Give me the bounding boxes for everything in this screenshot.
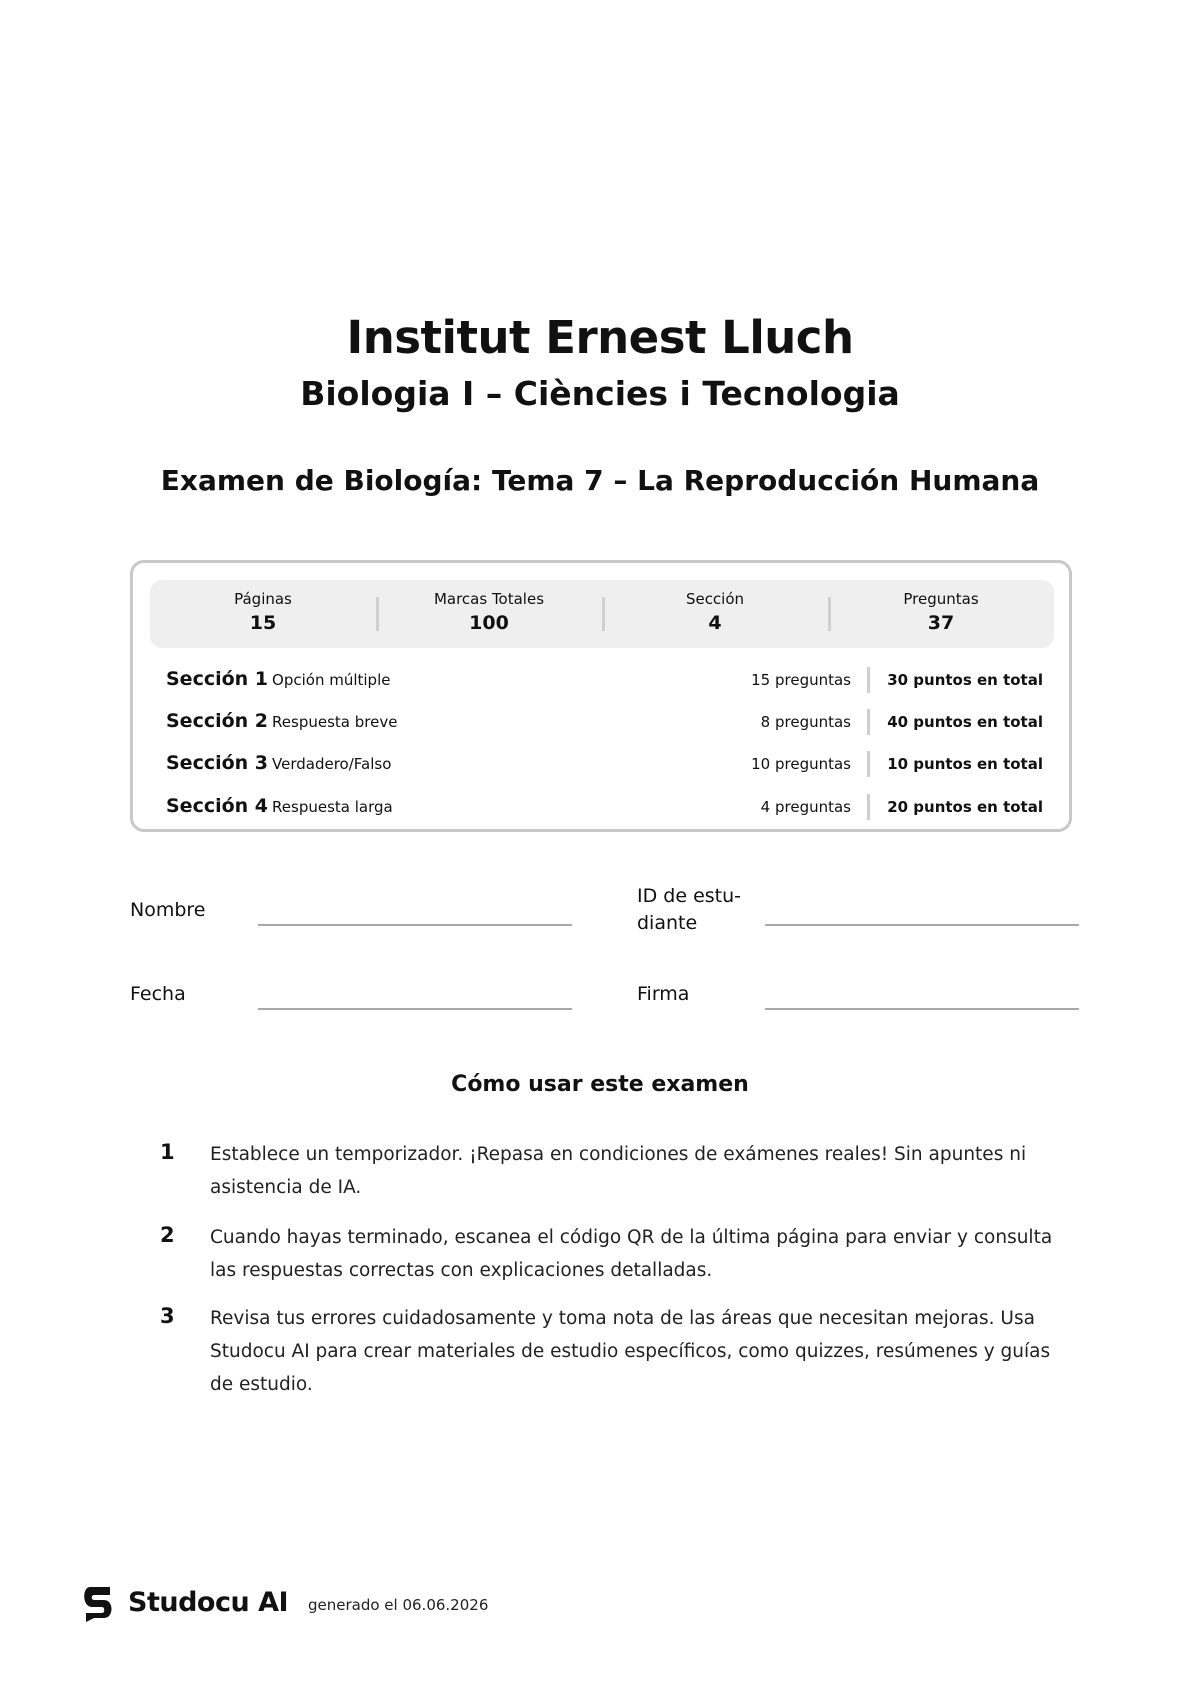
stat-questions [828, 580, 1054, 648]
section-name [166, 668, 390, 690]
studocu-logo-icon [80, 1585, 116, 1623]
section-type: Opción múltiple [272, 671, 391, 689]
section-questions: 10 preguntas [751, 755, 851, 773]
stat-label: Marcas Totales [433, 590, 545, 608]
step-text: Revisa tus errores cuidadosamente y toma nota de las áreas que necesitan mejoras. Usa Studocu AI para crear materiales de estudio específicos, como quizzes, resúmenes y guías de estudio. [210, 1308, 1051, 1395]
divider [867, 794, 870, 820]
student-id-label [637, 883, 741, 937]
section-row-2 [166, 708, 1043, 738]
signature-field[interactable] [765, 1008, 1079, 1010]
signature-label: Firma [637, 983, 690, 1005]
section-questions: 8 preguntas [760, 713, 851, 731]
section-title: Sección 3 [166, 752, 269, 774]
section-row-1 [166, 666, 1043, 696]
section-title: Sección 4 [166, 795, 269, 817]
institution-name: Institut Ernest Lluch [346, 311, 854, 364]
stats-bar [150, 580, 1054, 648]
step-number: 2 [160, 1223, 175, 1247]
howto-title: Cómo usar este examen [451, 1072, 749, 1097]
section-questions: 4 preguntas [760, 798, 851, 816]
exam-summary-box [130, 560, 1072, 832]
section-type: Respuesta breve [272, 713, 398, 731]
section-row-3 [166, 750, 1043, 780]
date-label: Fecha [130, 983, 186, 1005]
section-type: Respuesta larga [272, 798, 393, 816]
name-field[interactable] [258, 924, 572, 926]
stat-label: Páginas [234, 590, 292, 608]
step-number: 1 [160, 1140, 175, 1164]
step-text: Establece un temporizador. ¡Repasa en condiciones de exámenes reales! Sin apuntes ni asistencia de IA. [210, 1144, 1027, 1198]
stat-value: 37 [927, 612, 955, 634]
student-id-label-line: diante [637, 912, 698, 934]
student-id-label-line: ID de estu- [637, 885, 741, 907]
brand-name: Studocu AI [128, 1587, 289, 1618]
title-block [0, 310, 1200, 500]
stat-pages [150, 580, 376, 648]
stat-label: Preguntas [903, 590, 979, 608]
name-label: Nombre [130, 899, 206, 921]
section-title: Sección 2 [166, 710, 269, 732]
exam-title: Examen de Biología: Tema 7 – La Reproducción Humana [160, 464, 1040, 497]
student-id-field[interactable] [765, 924, 1079, 926]
step-number: 3 [160, 1304, 175, 1328]
section-questions: 15 preguntas [751, 671, 851, 689]
stat-label: Sección [685, 590, 745, 608]
section-points: 20 puntos en total [887, 798, 1043, 816]
stat-value: 100 [469, 612, 509, 634]
divider [867, 751, 870, 777]
stat-sections [602, 580, 828, 648]
generated-date: generado el 06.06.2026 [308, 1596, 489, 1614]
course-name: Biologia I – Ciències i Tecnologia [300, 374, 900, 413]
step-text: Cuando hayas terminado, escanea el código QR de la última página para enviar y consulta las respuestas correctas con explicaciones detalladas. [210, 1227, 1053, 1281]
divider [867, 667, 870, 693]
section-title: Sección 1 [166, 668, 269, 690]
stat-value: 4 [708, 612, 722, 634]
section-name [166, 752, 391, 774]
stat-value: 15 [249, 612, 277, 634]
section-points: 10 puntos en total [887, 755, 1043, 773]
section-name [166, 710, 397, 732]
stat-total-marks [376, 580, 602, 648]
section-points: 40 puntos en total [887, 713, 1043, 731]
date-field[interactable] [258, 1008, 572, 1010]
divider [867, 709, 870, 735]
section-name [166, 795, 393, 817]
section-row-4 [166, 793, 1043, 823]
section-points: 30 puntos en total [887, 671, 1043, 689]
section-type: Verdadero/Falso [272, 755, 392, 773]
